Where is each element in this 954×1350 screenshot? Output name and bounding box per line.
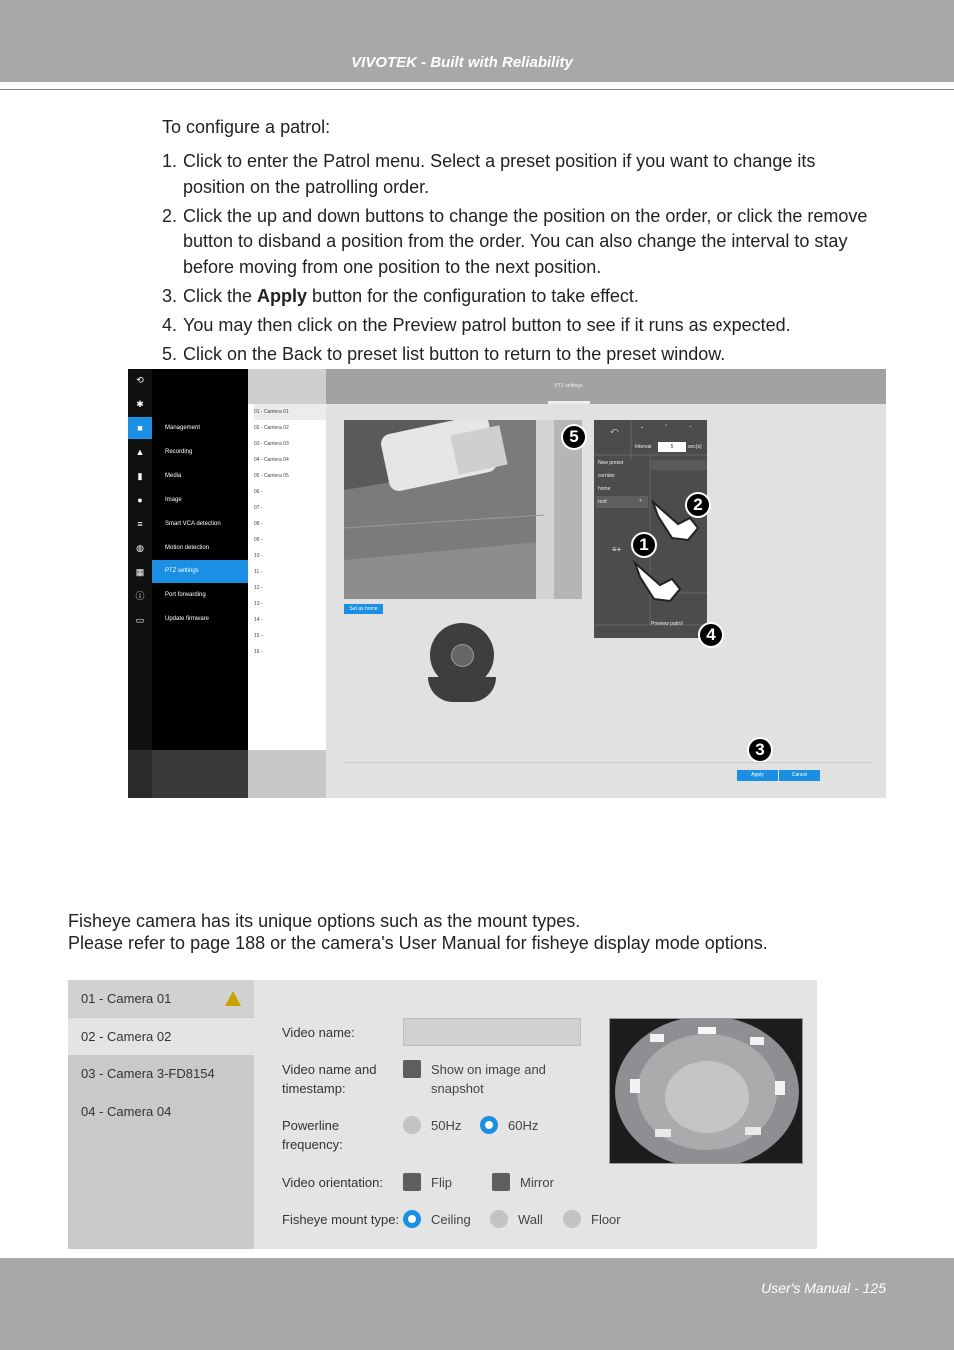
- flip-checkbox[interactable]: [403, 1173, 421, 1191]
- step-3: 3. Click the Apply button for the configuration to take effect.: [162, 285, 639, 306]
- step-2: 2. Click the up and down buttons to change the position on the order, or click the remove button to disband a position from the order. You can also change the interval to stay before moving from one position to the next position.: [162, 205, 868, 277]
- back-icon[interactable]: ⟲: [136, 375, 144, 385]
- name-timestamp-label: Video name and timestamp:: [282, 1062, 377, 1096]
- fisheye-settings-screenshot: [68, 980, 817, 1249]
- channel-list-footer: [248, 750, 326, 798]
- tab-underline: [548, 401, 590, 404]
- move-down-icon[interactable]: ⌄: [640, 424, 645, 430]
- set-as-home-button[interactable]: Set as home: [344, 604, 383, 614]
- page-footer: [0, 1258, 954, 1350]
- keyboard-icon[interactable]: ▭: [135, 615, 145, 625]
- channel-item[interactable]: 05 - Camera 05: [254, 473, 289, 479]
- back-to-preset-icon[interactable]: ⤺: [610, 426, 619, 435]
- channel-item[interactable]: 12 -: [254, 585, 263, 591]
- label-50hz: 50Hz: [431, 1118, 462, 1133]
- settings-menu: [152, 369, 248, 750]
- storage-icon[interactable]: ≡: [137, 519, 143, 529]
- divider: [344, 762, 874, 763]
- channel-item[interactable]: 10 -: [254, 553, 263, 559]
- menu-smart-vca[interactable]: Smart VCA detection: [165, 521, 221, 527]
- step-4: 4. You may then click on the Preview patrol button to see if it runs as expected.: [162, 314, 791, 335]
- interval-input[interactable]: 5: [658, 442, 686, 452]
- radio-ceiling[interactable]: [403, 1210, 421, 1228]
- camera-list: [68, 980, 254, 1249]
- user-icon[interactable]: ●: [137, 495, 143, 505]
- channel-item[interactable]: 03 - Camera 03: [254, 441, 289, 447]
- live-view-image: [344, 420, 582, 599]
- channel-item[interactable]: 14 -: [254, 617, 263, 623]
- header-rule: [0, 89, 954, 90]
- powerline-label: Powerline frequency:: [282, 1118, 343, 1152]
- remove-icon[interactable]: −: [689, 424, 692, 430]
- step-5: 5. Click on the Back to preset list button to return to the preset window.: [162, 343, 726, 364]
- label-60hz: 60Hz: [508, 1118, 539, 1133]
- channel-item[interactable]: 16 -: [254, 649, 263, 655]
- alarm-icon[interactable]: ▲: [135, 447, 145, 457]
- ptz-settings-screenshot: [128, 369, 886, 798]
- orientation-label: Video orientation:: [282, 1175, 383, 1190]
- mount-type-label: Fisheye mount type:: [282, 1212, 400, 1227]
- camera-item[interactable]: 04 - Camera 04: [81, 1104, 172, 1119]
- globe-icon[interactable]: ◍: [136, 543, 144, 553]
- channel-item[interactable]: 01 - Camera 01: [254, 404, 326, 420]
- grid-icon[interactable]: ▦: [135, 567, 145, 577]
- channel-item[interactable]: 02 - Camera 02: [254, 425, 289, 431]
- menu-motion-detection[interactable]: Motion detection: [165, 545, 210, 551]
- add-to-patrol-icon[interactable]: +: [639, 498, 642, 504]
- callout-badge-4: 4: [698, 622, 724, 648]
- channel-item[interactable]: 09 -: [254, 537, 263, 543]
- show-on-image-checkbox[interactable]: [403, 1060, 421, 1078]
- channel-item[interactable]: 04 - Camera 04: [254, 457, 289, 463]
- menu-ptz-settings[interactable]: PTZ settings: [152, 560, 248, 583]
- warning-icon: [225, 991, 241, 1006]
- menu-management[interactable]: Management: [165, 425, 201, 431]
- callout-badge-5: 5: [561, 424, 587, 450]
- camera-item[interactable]: 03 - Camera 3-FD8154: [81, 1066, 215, 1081]
- header-title: VIVOTEK - Built with Reliability: [351, 54, 573, 71]
- callout-badge-1: 1: [631, 532, 657, 558]
- flip-label: Flip: [431, 1175, 452, 1190]
- channel-list-header: [248, 369, 326, 404]
- iconbar-footer: [128, 750, 152, 798]
- media-icon[interactable]: ▮: [137, 471, 143, 481]
- interval-label: Interval: [635, 444, 652, 450]
- patrol-menu-icon[interactable]: ≡+: [612, 545, 622, 554]
- channel-item[interactable]: 11 -: [254, 569, 263, 575]
- channel-list: [248, 404, 326, 750]
- joystick-knob[interactable]: [451, 644, 474, 667]
- icon-bar: [128, 369, 152, 750]
- preview-patrol-button[interactable]: Preview patrol: [651, 621, 683, 627]
- channel-item[interactable]: 07 -: [254, 505, 263, 511]
- info-icon[interactable]: ⓘ: [135, 591, 145, 601]
- page-number: User's Manual - 125: [761, 1280, 886, 1296]
- radio-floor[interactable]: [563, 1210, 581, 1228]
- radio-50hz[interactable]: [403, 1116, 421, 1134]
- intro-text: To configure a patrol:: [162, 117, 331, 137]
- preset-item[interactable]: roof: [598, 499, 607, 505]
- mirror-label: Mirror: [520, 1175, 554, 1190]
- callout-badge-2: 2: [685, 492, 711, 518]
- hand-pointer-icon: [630, 555, 690, 605]
- interval-unit: sec(s): [688, 444, 702, 450]
- camera-item[interactable]: 01 - Camera 01: [68, 980, 254, 1017]
- label-wall: Wall: [518, 1212, 543, 1227]
- camera-item[interactable]: 02 - Camera 02: [68, 1018, 254, 1055]
- menu-recording[interactable]: Recording: [165, 449, 193, 455]
- move-up-icon[interactable]: ⌃: [664, 424, 669, 430]
- tab-ptz-settings[interactable]: PTZ settings: [554, 383, 583, 389]
- page-header: [0, 0, 954, 82]
- channel-item[interactable]: 08 -: [254, 521, 263, 527]
- menu-image[interactable]: Image: [165, 497, 182, 503]
- callout-badge-3: 3: [747, 737, 773, 763]
- show-on-image-label: Show on image and snapshot: [431, 1062, 546, 1096]
- label-ceiling: Ceiling: [431, 1212, 471, 1227]
- video-name-label: Video name:: [282, 1025, 355, 1040]
- gear-icon[interactable]: ✱: [136, 399, 144, 409]
- fisheye-preview: [609, 1018, 803, 1164]
- camera-icon[interactable]: ■: [128, 417, 152, 439]
- radio-wall[interactable]: [490, 1210, 508, 1228]
- menu-update-firmware[interactable]: Update firmware: [165, 616, 210, 622]
- steps-list: [162, 149, 882, 371]
- mirror-checkbox[interactable]: [492, 1173, 510, 1191]
- preset-item[interactable]: New preset: [598, 460, 624, 466]
- menu-port-forwarding[interactable]: Port forwarding: [165, 592, 206, 598]
- camera-live-view: [344, 420, 582, 599]
- preset-item[interactable]: corridor: [598, 473, 615, 479]
- fisheye-preview-image: [610, 1019, 803, 1164]
- channel-item[interactable]: 13 -: [254, 601, 263, 607]
- label-floor: Floor: [591, 1212, 621, 1227]
- menu-media[interactable]: Media: [165, 473, 182, 479]
- radio-60hz[interactable]: [480, 1116, 498, 1134]
- fisheye-note: Fisheye camera has its unique options such as the mount types. Please refer to page 188 or the camera's User Manual for fisheye display mode options.: [68, 911, 768, 953]
- cancel-button[interactable]: Cancel: [779, 770, 820, 781]
- channel-item[interactable]: 06 -: [254, 489, 263, 495]
- channel-item[interactable]: 15 -: [254, 633, 263, 639]
- apply-button[interactable]: Apply: [737, 770, 778, 781]
- step-1: 1. Click to enter the Patrol menu. Select a preset position if you want to change its position on the patrolling order.: [162, 151, 816, 197]
- video-name-input[interactable]: [403, 1018, 581, 1046]
- preset-item[interactable]: home: [598, 486, 611, 492]
